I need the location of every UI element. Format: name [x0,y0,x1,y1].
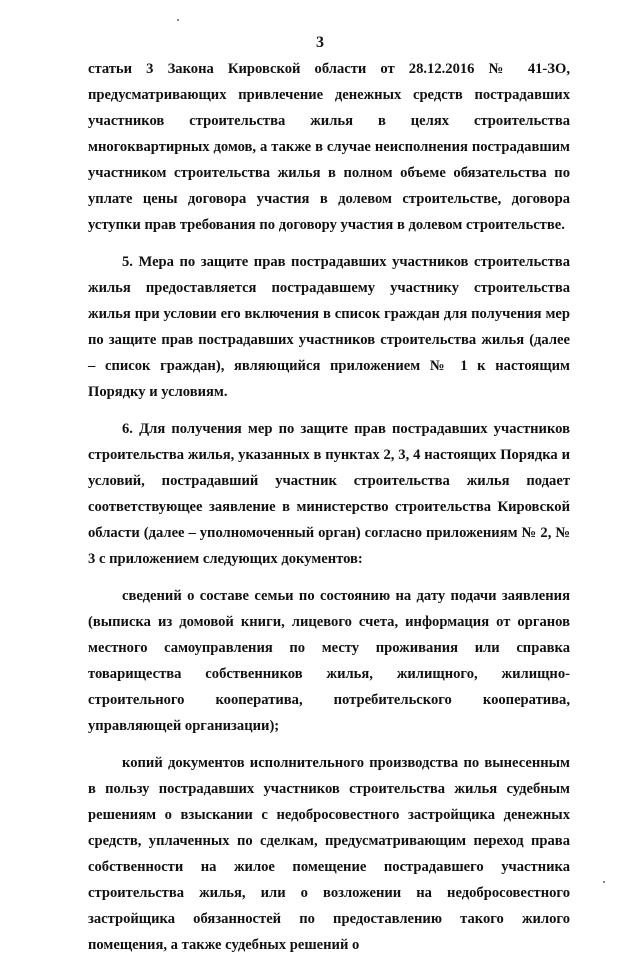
paragraph-continuation: статьи 3 Закона Кировской области от 28.12.2016 № 41-ЗО, предусматривающих привлечение денежных средств пострадавших участников строительства жилья в целях строительства многоквартирных домов, а также в случае неисполнения пострадавшим участником строительства жилья в полном объеме обязательства по уплате цены договора участия в долевом строительстве, договора уступки прав требования по договору участия в долевом строительстве. [88,61,570,233]
page-number: 3 [316,34,324,51]
paragraph-enforcement-docs: копий документов исполнительного производства по вынесенным в пользу пострадавших участников строительства жилья судебным решениям о взыскании с недобросовестного застройщика денежных средств, уплаченных по сделкам, предусматривающим переход права собственности на жилое помещение пострадавшего участника строительства жилья, или о возложении на недобросовестного застройщика обязанностей по предоставлению такого жилого помещения, а также судебных решений о [88,755,570,953]
scan-dot-top [177,19,179,21]
scan-dot-bottom [603,881,605,883]
paragraph-item-6: 6. Для получения мер по защите прав пострадавших участников строительства жилья, указанных в пунктах 2, 3, 4 настоящих Порядка и условий, пострадавший участник строительства жилья подает соответствующее заявление в министерство строительства Кировской области (далее – уполномоченный орган) согласно приложениям № 2, № 3 с приложением следующих документов: [88,421,570,567]
document-body [88,56,570,969]
paragraph-item-5: 5. Мера по защите прав пострадавших участников строительства жилья предоставляется пострадавшему участнику строительства жилья при условии его включения в список граждан для получения мер по защите прав пострадавших участников строительства жилья (далее – список граждан), являющийся приложением № 1 к настоящим Порядку и условиям. [88,254,570,400]
paragraph-family-info: сведений о составе семьи по состоянию на дату подачи заявления (выписка из домовой книги, лицевого счета, информация от органов местного самоуправления по месту проживания или справка товарищества собственников жилья, жилищного, жилищно-строительного кооператива, потребительского кооператива, управляющей организации); [88,588,570,734]
